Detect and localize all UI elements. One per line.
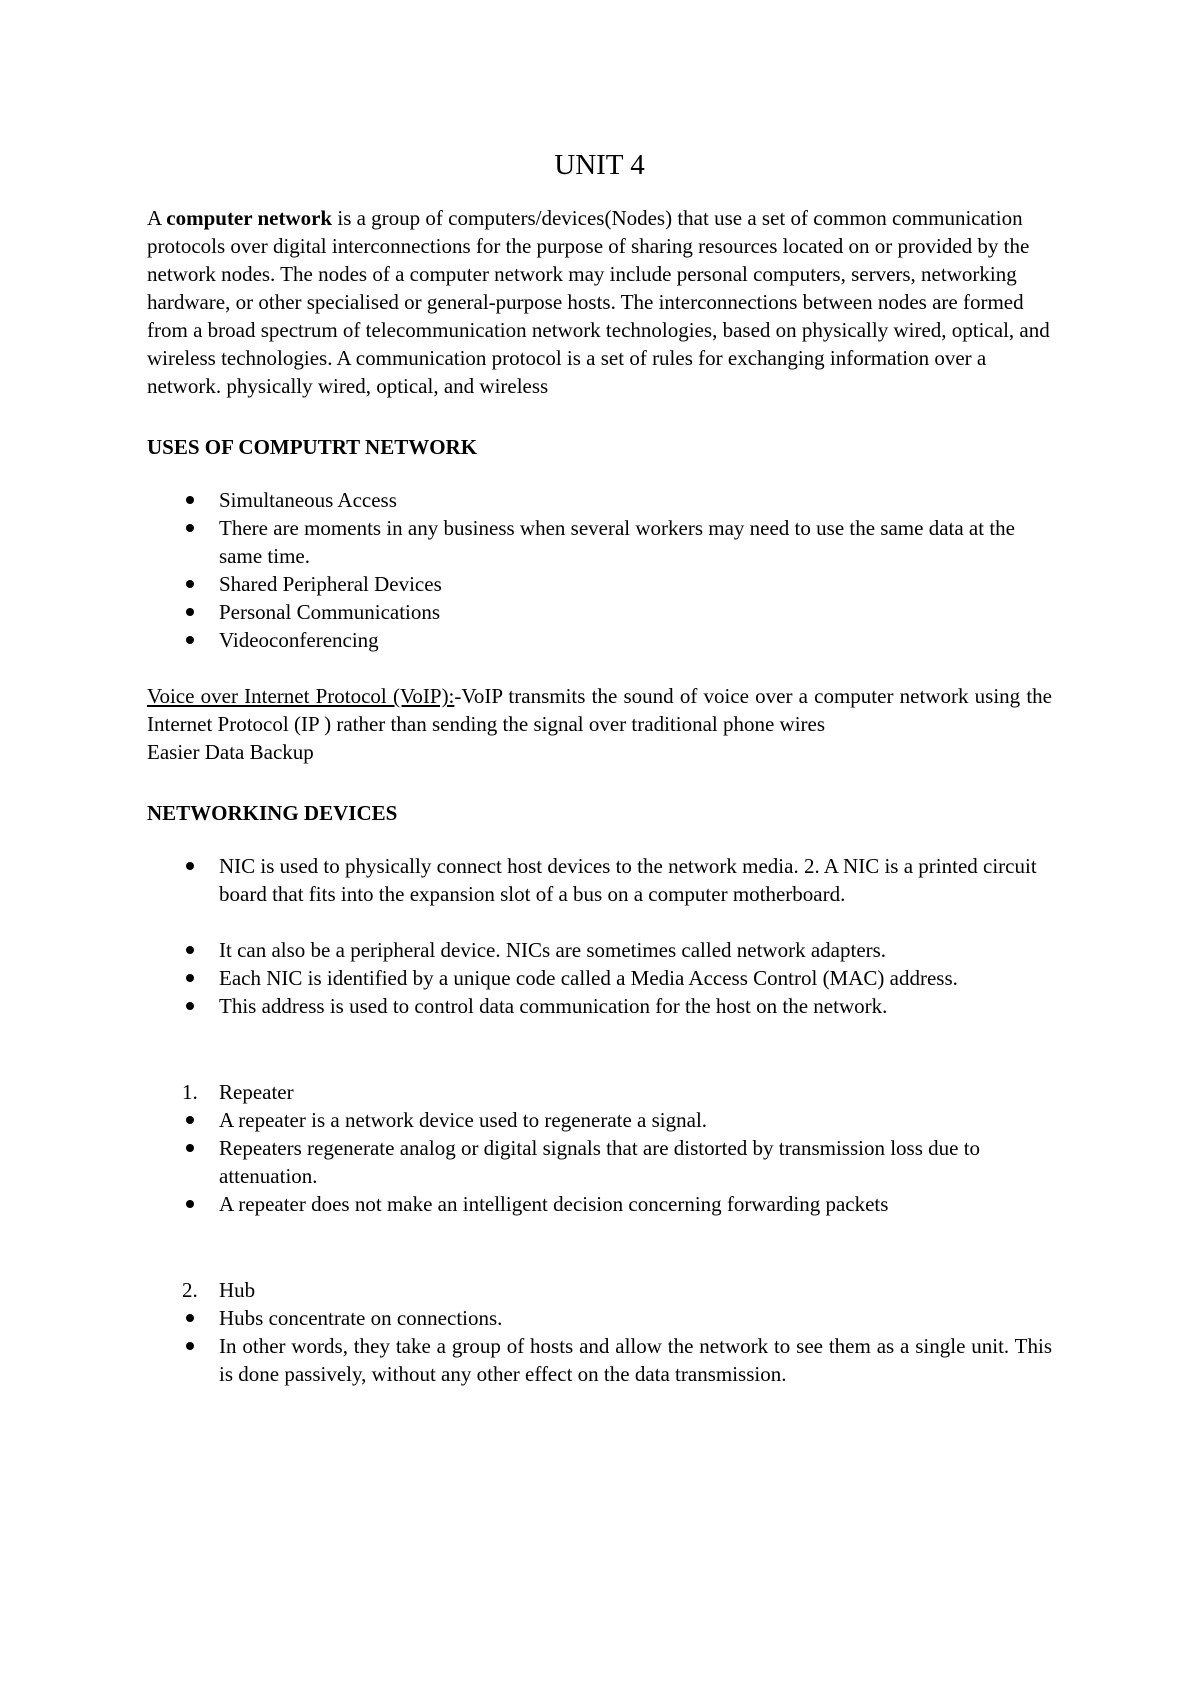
list-item: Each NIC is identified by a unique code called a Media Access Control (MAC) address. [147,964,1052,992]
backup-text: Easier Data Backup [147,740,314,764]
bullet-icon [186,946,194,954]
nic-list [147,936,1052,1020]
repeater-number: 1. [182,1080,198,1104]
list-item: A repeater is a network device used to regenerate a signal. [147,1106,1052,1134]
devices-heading: NETWORKING DEVICES [147,801,398,825]
bullet-icon [186,608,194,616]
bullet-icon [186,974,194,982]
list-item: Repeaters regenerate analog or digital signals that are distorted by transmission loss due to attenuation. [147,1134,1052,1190]
uses-list [147,486,1052,654]
document-page [147,140,1052,1388]
list-item: In other words, they take a group of hosts and allow the network to see them as a single unit. This is done passively, without any other effect on the data transmission. [147,1332,1052,1388]
list-item: Hubs concentrate on connections. [147,1304,1052,1332]
list-item: It can also be a peripheral device. NICs are sometimes called network adapters. [147,936,1052,964]
nic-first-list [147,852,1052,908]
list-item: Shared Peripheral Devices [147,570,1052,598]
voip-label: Voice over Internet Protocol (VoIP): [147,684,455,708]
hub-heading [147,1276,1052,1304]
list-item: Personal Communications [147,598,1052,626]
repeater-heading [147,1078,1052,1106]
bullet-icon [186,580,194,588]
repeater-label: Repeater [219,1080,294,1104]
list-item: A repeater does not make an intelligent decision concerning forwarding packets [147,1190,1052,1218]
bullet-icon [186,1314,194,1322]
voip-paragraph [147,682,1052,738]
bullet-icon [186,636,194,644]
intro-text: is a group of computers/devices(Nodes) that use a set of common communication protocols over digital interconnections for the purpose of sharing resources located on or provided by the network nodes. The nodes of a computer network may include personal computers, servers, networking hardware, or other specialised or general-purpose hosts. The interconnections between nodes are formed from a broad spectrum of telecommunication network technologies, based on physically wired, optical, and wireless technologies. A communication protocol is a set of rules for exchanging information over a network. physically wired, optical, and wireless [147,206,1050,398]
bullet-icon [186,1200,194,1208]
list-item: NIC is used to physically connect host devices to the network media. 2. A NIC is a printed circuit board that fits into the expansion slot of a bus on a computer motherboard. [147,852,1052,908]
bullet-icon [186,1002,194,1010]
uses-heading: USES OF COMPUTRT NETWORK [147,435,478,459]
bullet-icon [186,1342,194,1350]
bullet-icon [186,1144,194,1152]
list-item: Videoconferencing [147,626,1052,654]
bullet-icon [186,862,194,870]
bullet-icon [186,524,194,532]
bullet-icon [186,1116,194,1124]
hub-list [147,1304,1052,1388]
hub-label: Hub [219,1278,256,1302]
intro-prefix: A [147,206,167,230]
bullet-icon [186,496,194,504]
list-item: This address is used to control data communication for the host on the network. [147,992,1052,1020]
voip-text: -VoIP transmits the sound of voice over a computer network using the Internet Protocol (IP ) rather than sending the signal over traditional phone wires [147,684,1052,736]
list-item: There are moments in any business when several workers may need to use the same data at the same time. [147,514,1052,570]
list-item: Simultaneous Access [147,486,1052,514]
hub-number: 2. [182,1278,198,1302]
page-title: UNIT 4 [554,149,645,181]
repeater-list [147,1106,1052,1218]
intro-bold-term: computer network [166,206,333,230]
intro-paragraph [147,204,1052,400]
